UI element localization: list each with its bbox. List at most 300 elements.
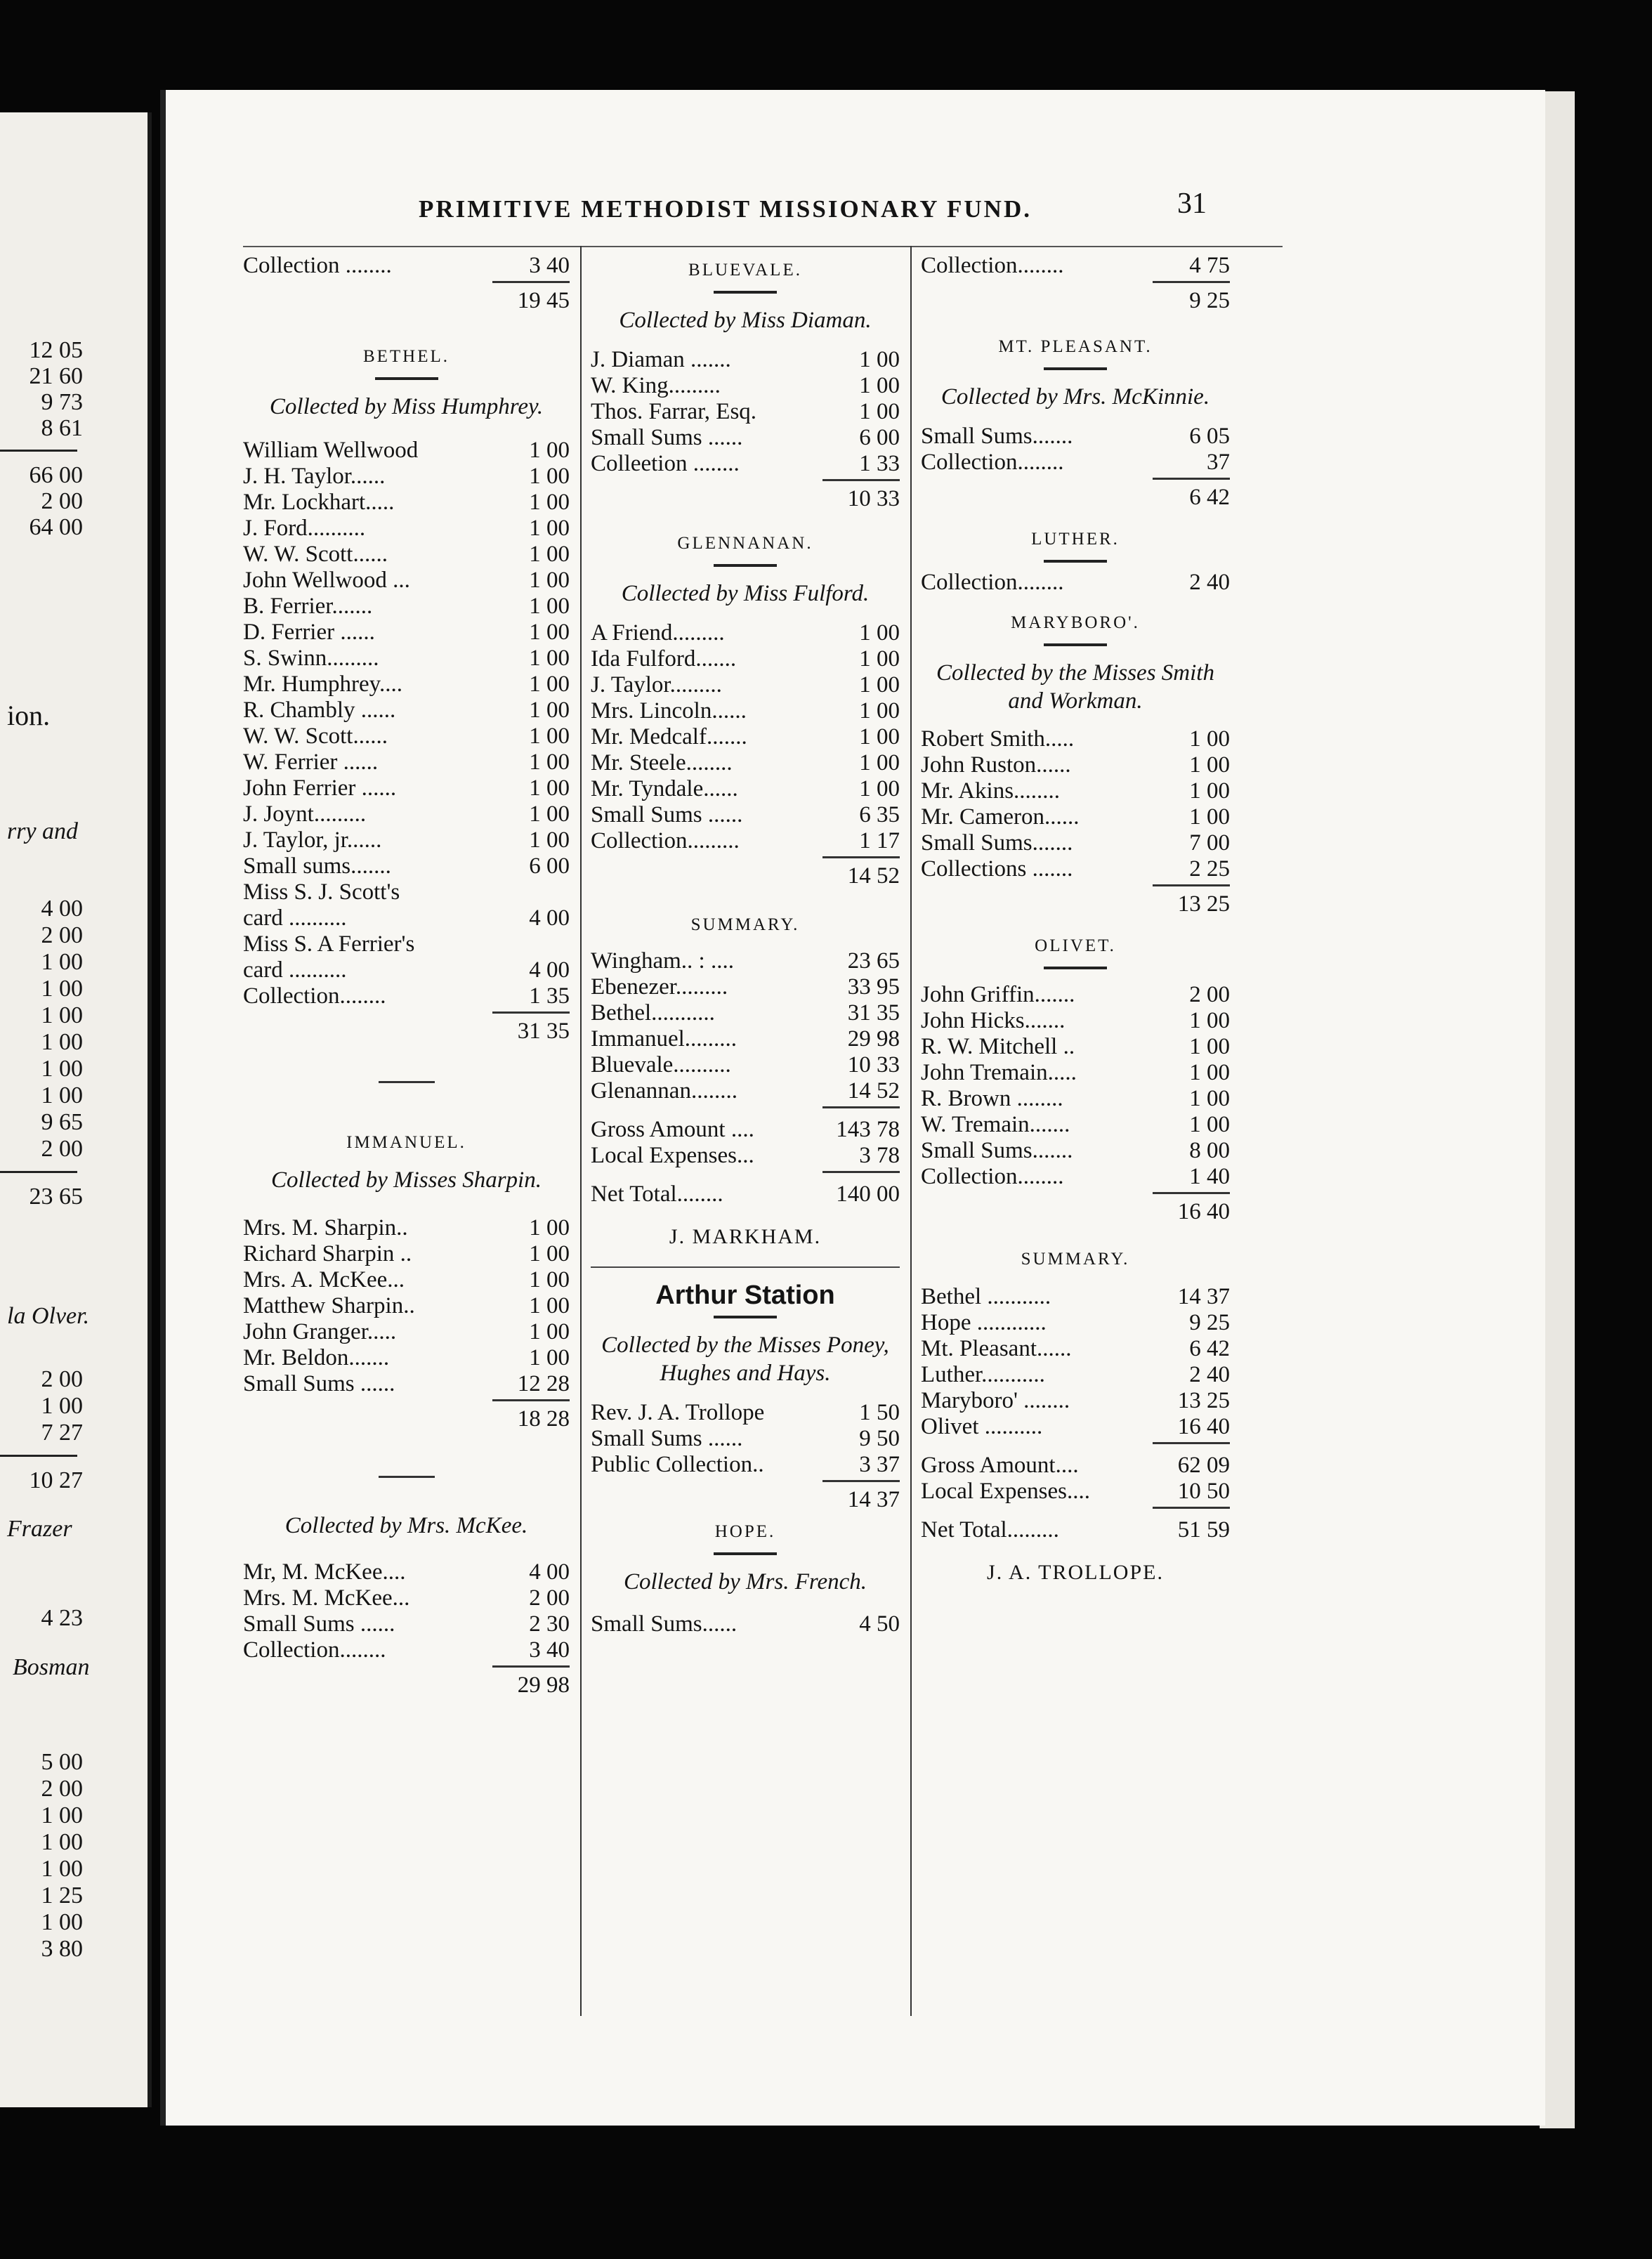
maryboro-list (921, 726, 1230, 882)
immanuel-list (243, 1215, 570, 1397)
arthur-station-heading: Arthur Station (655, 1281, 835, 1310)
ledger-entry (243, 620, 570, 646)
entry-name: Mr. Lockhart..... (243, 490, 395, 515)
column-2 (591, 253, 900, 1637)
entry-name: W. Ferrier ...... (243, 749, 379, 775)
ledger-entry (243, 1267, 570, 1293)
entry-name: John Ruston...... (921, 752, 1071, 778)
entry-amount: 1 00 (529, 801, 570, 827)
entry-amount: 1 00 (529, 1319, 570, 1344)
ledger-entry (243, 1611, 570, 1637)
ledger-entry (921, 570, 1230, 596)
entry-name: Small Sums....... (921, 1138, 1073, 1163)
entry-amount: 1 00 (529, 594, 570, 619)
entry-name: Mr. Akins........ (921, 778, 1061, 804)
ledger-entry (243, 853, 570, 879)
ledger-entry (921, 856, 1230, 882)
signature-markham: J. MARKHAM. (669, 1225, 822, 1248)
entry-amount: 2 00 (1189, 982, 1230, 1007)
page (160, 90, 1545, 2126)
summary-list-1 (591, 948, 900, 1104)
summary-net-2: Net Total......... 51 59 (921, 1517, 1230, 1543)
left-fragment-rry: rry and (7, 818, 79, 844)
ledger-entry (921, 1060, 1230, 1086)
entry-name: John Granger..... (243, 1319, 397, 1344)
left-sum-rule (0, 1171, 77, 1173)
entry-name: card .......... (243, 957, 347, 983)
entry-amount: 4 75 (1189, 253, 1230, 278)
summary-local-1: Local Expenses... 3 78 (591, 1143, 900, 1168)
entry-name: Rev. J. A. Trollope (591, 1400, 765, 1425)
entry-amount: 4 00 (529, 1559, 570, 1585)
entry-amount: 1 00 (859, 620, 900, 646)
entry-amount: 1 00 (1189, 1008, 1230, 1033)
entry-amount: 1 00 (859, 373, 900, 398)
entry-amount: 6 00 (859, 425, 900, 450)
ledger-entry (243, 983, 570, 1009)
ledger-entry (591, 1452, 900, 1478)
entry-name: Hope ............ (921, 1310, 1047, 1335)
entry-amount: 1 00 (529, 775, 570, 801)
entry-amount: 1 00 (529, 1293, 570, 1318)
ledger-entry (243, 723, 570, 749)
left-fragment-olver: la Olver. (7, 1303, 90, 1329)
entry-amount: 4 00 (529, 905, 570, 931)
entry-name: Collections ....... (921, 856, 1073, 882)
immanuel-heading: IMMANUEL. (346, 1133, 466, 1152)
entry-name: Public Collection.. (591, 1452, 764, 1477)
bluevale-heading: BLUEVALE. (688, 261, 802, 280)
entry-name: Bluevale.......... (591, 1052, 731, 1078)
ledger-entry (921, 1086, 1230, 1112)
ledger-entry (243, 775, 570, 801)
ledger-entry (243, 879, 570, 905)
signature-trollope: J. A. TROLLOPE. (987, 1561, 1164, 1584)
left-amount: 9 73 (41, 389, 83, 415)
mckee-collector: Collected by Mrs. McKee. (284, 1513, 528, 1538)
left-amount: 1 00 (41, 1002, 83, 1028)
page-number: 31 (1177, 188, 1207, 220)
left-amount: 1 00 (41, 1029, 83, 1055)
entry-name: J. Taylor......... (591, 672, 722, 698)
ledger-entry (921, 1008, 1230, 1034)
ledger-entry (243, 672, 570, 698)
entry-amount: 1 00 (529, 464, 570, 489)
entry-amount: 1 50 (859, 1400, 900, 1425)
entry-amount: 1 00 (529, 568, 570, 593)
ledger-entry (921, 1112, 1230, 1138)
ledger-entry (243, 905, 570, 931)
entry-name: Mrs. Lincoln...... (591, 698, 747, 723)
entry-amount: 16 40 (1177, 1414, 1230, 1439)
entry-name: Wingham.. : .... (591, 948, 734, 974)
ledger-entry (591, 802, 900, 828)
mckee-total: 29 98 (517, 1672, 570, 1698)
entry-amount: 14 37 (1177, 1284, 1230, 1309)
left-amount: 1 00 (41, 1082, 83, 1108)
ledger-entry (243, 1585, 570, 1611)
entry-name: Collection......... (591, 828, 740, 853)
left-amount: 66 00 (29, 462, 83, 488)
ledger-entry (591, 451, 900, 477)
left-amount: 23 65 (29, 1184, 83, 1210)
ledger-entry (591, 1611, 900, 1637)
entry-amount: 1 00 (529, 749, 570, 775)
left-amount: 7 27 (41, 1420, 83, 1446)
entry-name: Small Sums...... (591, 1611, 738, 1637)
ledger-entry (921, 778, 1230, 804)
previous-page-fragment (0, 112, 152, 2107)
entry-amount: 1 00 (859, 724, 900, 749)
entry-amount: 1 40 (1189, 1164, 1230, 1189)
ledger-entry (921, 1284, 1230, 1310)
entry-name: J. Joynt......... (243, 801, 367, 827)
entry-amount: 37 (1207, 450, 1230, 475)
column-1 (243, 253, 570, 1700)
running-title: PRIMITIVE METHODIST MISSIONARY FUND. (419, 195, 1032, 223)
entry-amount: 1 00 (1189, 1034, 1230, 1059)
entry-name: W. W. Scott...... (243, 542, 388, 567)
left-amount: 4 00 (41, 896, 83, 922)
left-amount: 2 00 (41, 922, 83, 948)
ledger-entry (591, 1426, 900, 1452)
ledger-entry (921, 1138, 1230, 1164)
entry-amount: 1 00 (1189, 804, 1230, 830)
entry-amount: 1 00 (529, 723, 570, 749)
ledger-entry (921, 1310, 1230, 1336)
entry-amount: 1 00 (529, 827, 570, 853)
entry-name: Robert Smith..... (921, 726, 1075, 752)
left-sum-rule (0, 450, 77, 452)
entry-name: W. King......... (591, 373, 721, 398)
entry-name: Mr. Humphrey.... (243, 672, 403, 697)
header-rule (243, 246, 1283, 247)
ledger-entry (243, 1559, 570, 1585)
entry-name: Thos. Farrar, Esq. (591, 399, 757, 424)
summary-heading-1: SUMMARY. (690, 915, 800, 934)
bethel-collector: Collected by Miss Humphrey. (269, 394, 544, 419)
entry-amount: 2 30 (529, 1611, 570, 1637)
maryboro-heading: MARYBORO'. (1011, 613, 1140, 632)
entry-name: R. W. Mitchell .. (921, 1034, 1075, 1059)
mt-pleasant-collector: Collected by Mrs. McKinnie. (940, 384, 1210, 410)
entry-name: card .......... (243, 905, 347, 931)
ledger-entry (591, 1078, 900, 1104)
ledger-entry (591, 1400, 900, 1426)
left-amount: 1 00 (41, 1056, 83, 1082)
entry-amount: 1 00 (1189, 778, 1230, 804)
left-amount: 2 00 (41, 1776, 83, 1802)
entry-amount: 8 00 (1189, 1138, 1230, 1163)
col3-top-total: 9 25 (1189, 288, 1230, 313)
entry-amount: 3 37 (859, 1452, 900, 1477)
entry-name: Small Sums ...... (243, 1371, 395, 1396)
entry-amount: 1 00 (529, 516, 570, 541)
entry-amount: 1 00 (1189, 1086, 1230, 1111)
bluevale-collector: Collected by Miss Diaman. (619, 308, 872, 333)
left-amount: 1 00 (41, 1909, 83, 1935)
left-amount: 2 00 (41, 488, 83, 514)
entry-amount: 33 95 (847, 974, 900, 1000)
left-amount: 5 00 (41, 1749, 83, 1775)
glennanan-list (591, 620, 900, 854)
entry-amount: 12 28 (517, 1371, 570, 1396)
entry-name: R. Chambly ...... (243, 698, 396, 723)
entry-amount: 1 00 (1189, 1112, 1230, 1137)
entry-amount: 1 00 (529, 1215, 570, 1240)
ledger-entry (243, 1319, 570, 1345)
mt-pleasant-list (921, 424, 1230, 476)
entry-name: Collection........ (921, 450, 1064, 475)
entry-amount: 4 50 (859, 1611, 900, 1637)
entry-name: John Wellwood ... (243, 568, 410, 593)
entry-name: Maryboro' ........ (921, 1388, 1070, 1413)
ledger-entry (921, 804, 1230, 830)
entry-name: Mrs. M. Sharpin.. (243, 1215, 408, 1240)
ledger-entry (921, 752, 1230, 778)
entry-name: Small Sums ...... (591, 1426, 743, 1451)
ledger-entry (591, 828, 900, 854)
entry-amount: 6 00 (529, 853, 570, 879)
entry-name: Collection........ (921, 570, 1064, 595)
ledger-entry (243, 827, 570, 853)
entry-name: Richard Sharpin .. (243, 1241, 412, 1266)
entry-name: Collection........ (921, 253, 1064, 278)
ledger-entry (243, 490, 570, 516)
entry-name: B. Ferrier....... (243, 594, 373, 619)
left-amount: 1 00 (41, 1829, 83, 1855)
entry-amount: 6 05 (1189, 424, 1230, 449)
entry-name: J. Taylor, jr...... (243, 827, 382, 853)
ledger-entry (243, 464, 570, 490)
entry-name: Mr. Tyndale...... (591, 776, 738, 801)
ledger-entry (591, 750, 900, 776)
entry-name: Colleetion ........ (591, 451, 740, 476)
ledger-entry (243, 1345, 570, 1371)
ledger-entry (591, 776, 900, 802)
ledger-entry (243, 1371, 570, 1397)
entry-amount: 1 00 (859, 698, 900, 723)
ledger-entry (591, 672, 900, 698)
olivet-heading: OLIVET. (1035, 936, 1116, 955)
bethel-list (243, 438, 570, 1009)
left-fragment-ion: ion. (7, 700, 51, 731)
entry-amount: 1 00 (529, 698, 570, 723)
entry-amount: 1 00 (529, 1345, 570, 1370)
entry-name: William Wellwood (243, 438, 419, 463)
ledger-entry (921, 253, 1230, 279)
entry-name: Small Sums ...... (591, 802, 743, 827)
luther-heading: LUTHER. (1031, 530, 1120, 549)
summary-gross-1: Gross Amount .... 143 78 (591, 1117, 900, 1142)
entry-amount: 1 00 (529, 646, 570, 671)
summary-gross-2: Gross Amount.... 62 09 (921, 1453, 1230, 1478)
entry-name: Mrs. A. McKee... (243, 1267, 405, 1292)
olivet-total: 16 40 (1177, 1199, 1230, 1224)
entry-amount: 1 00 (859, 750, 900, 775)
entry-name: Mr. Cameron...... (921, 804, 1080, 830)
summary-list-2 (921, 1284, 1230, 1440)
entry-name: John Tremain..... (921, 1060, 1077, 1085)
ledger-entry (243, 698, 570, 723)
ledger-entry (921, 450, 1230, 476)
entry-amount: 2 40 (1189, 570, 1230, 595)
ledger-entry (591, 698, 900, 724)
entry-amount: 1 00 (859, 776, 900, 801)
left-amount: 8 61 (41, 415, 83, 441)
left-amount: 1 00 (41, 949, 83, 975)
ledger-entry (921, 830, 1230, 856)
entry-amount: 1 00 (529, 620, 570, 645)
bethel-total: 31 35 (517, 1019, 570, 1044)
ledger-entry (243, 542, 570, 568)
entry-amount: 6 35 (859, 802, 900, 827)
left-amount: 1 00 (41, 976, 83, 1002)
ledger-entry (243, 931, 570, 957)
column-3 (921, 253, 1230, 1592)
entry-name: Mr. Beldon....... (243, 1345, 390, 1370)
luther-list (921, 570, 1230, 596)
entry-amount: 13 25 (1177, 1388, 1230, 1413)
entry-name: Mt. Pleasant...... (921, 1336, 1072, 1361)
entry-name: Mr. Medcalf....... (591, 724, 747, 749)
ledger-entry (591, 1000, 900, 1026)
summary-heading-2: SUMMARY. (1021, 1250, 1130, 1269)
mt-pleasant-heading: MT. PLEASANT. (998, 337, 1153, 356)
hope-list (591, 1611, 900, 1637)
entry-name: Glenannan........ (591, 1078, 738, 1104)
entry-amount: 31 35 (847, 1000, 900, 1026)
hope-heading: HOPE. (714, 1522, 776, 1541)
entry-name: Matthew Sharpin.. (243, 1293, 415, 1318)
entry-name: J. Ford.......... (243, 516, 366, 541)
bluevale-total: 10 33 (847, 486, 900, 511)
col3-top-list (921, 253, 1230, 279)
entry-amount: 1 00 (859, 399, 900, 424)
maryboro-total: 13 25 (1177, 891, 1230, 917)
entry-amount: 1 35 (529, 983, 570, 1009)
entry-name: S. Swinn......... (243, 646, 379, 671)
left-fragment-frazer: Frazer (7, 1516, 72, 1542)
ledger-entry (591, 373, 900, 399)
entry-amount: 7 00 (1189, 830, 1230, 856)
entry-name: John Ferrier ...... (243, 775, 397, 801)
entry-amount: 1 00 (529, 438, 570, 463)
entry-amount: 23 65 (847, 948, 900, 974)
ledger-entry (243, 594, 570, 620)
ledger-entry (591, 347, 900, 373)
entry-amount: 14 52 (847, 1078, 900, 1104)
entry-name: Miss S. A Ferrier's (243, 931, 415, 957)
left-amount: 10 27 (29, 1467, 83, 1493)
ledger-entry (921, 1034, 1230, 1060)
left-amount: 2 00 (41, 1366, 83, 1392)
left-amount: 3 80 (41, 1936, 83, 1962)
ledger-entry (243, 1241, 570, 1267)
ledger-entry (243, 516, 570, 542)
entry-name: Bethel ........... (921, 1284, 1051, 1309)
ledger-entry (591, 1052, 900, 1078)
entry-name: J. Diaman ....... (591, 347, 731, 372)
entry-amount: 1 00 (529, 672, 570, 697)
left-amount: 9 65 (41, 1109, 83, 1135)
ledger-entry (921, 1362, 1230, 1388)
entry-name: Small sums....... (243, 853, 391, 879)
entry-name: Small Sums....... (921, 830, 1073, 856)
mckee-list (243, 1559, 570, 1663)
ledger-entry (243, 568, 570, 594)
entry-amount: 1 00 (859, 672, 900, 698)
left-amount: 2 00 (41, 1136, 83, 1162)
entry-name: Ebenezer......... (591, 974, 728, 1000)
ledger-entry (243, 253, 570, 279)
col1-top-list (243, 253, 570, 279)
ledger-entry (591, 620, 900, 646)
entry-name: Collection ........ (243, 253, 392, 278)
entry-amount: 3 40 (529, 253, 570, 278)
entry-name: Mr, M. McKee.... (243, 1559, 406, 1585)
ledger-entry (921, 424, 1230, 450)
entry-name: Small Sums ...... (591, 425, 743, 450)
entry-amount: 1 00 (529, 490, 570, 515)
entry-amount: 10 33 (847, 1052, 900, 1078)
entry-name: Collection........ (243, 1637, 386, 1663)
glennanan-collector: Collected by Miss Fulford. (621, 581, 870, 606)
left-amount: 21 60 (29, 363, 83, 389)
ledger-entry (591, 425, 900, 451)
entry-name: John Hicks....... (921, 1008, 1066, 1033)
ledger-entry (243, 438, 570, 464)
arthur-total: 14 37 (847, 1487, 900, 1512)
entry-amount: 9 25 (1189, 1310, 1230, 1335)
olivet-list (921, 982, 1230, 1190)
arthur-list (591, 1400, 900, 1478)
entry-name: Olivet .......... (921, 1414, 1043, 1439)
bluevale-list (591, 347, 900, 477)
ledger-entry (591, 399, 900, 425)
entry-amount: 1 00 (529, 1241, 570, 1266)
ledger-entry (591, 724, 900, 750)
entry-amount: 3 40 (529, 1637, 570, 1663)
entry-amount: 29 98 (847, 1026, 900, 1052)
ledger-entry (921, 726, 1230, 752)
entry-amount: 1 00 (529, 1267, 570, 1292)
entry-amount: 2 25 (1189, 856, 1230, 882)
ledger-entry (243, 1637, 570, 1663)
entry-name: A Friend......... (591, 620, 725, 646)
entry-name: Collection........ (243, 983, 386, 1009)
left-amount: 64 00 (29, 514, 83, 540)
entry-name: R. Brown ........ (921, 1086, 1063, 1111)
left-sum-rule (0, 1455, 77, 1457)
column-separator-2 (910, 246, 912, 2016)
ledger-entry (921, 1388, 1230, 1414)
ledger-entry (921, 1164, 1230, 1190)
col1-top-total: 19 45 (517, 288, 570, 313)
entry-name: W. W. Scott...... (243, 723, 388, 749)
ledger-entry (243, 1293, 570, 1319)
ledger-entry (243, 646, 570, 672)
hope-collector: Collected by Mrs. French. (623, 1569, 867, 1595)
arthur-collector: Collected by the Misses Poney, Hughes and Hays. (601, 1333, 889, 1386)
entry-amount: 9 50 (859, 1426, 900, 1451)
mt-pleasant-total: 6 42 (1189, 485, 1230, 510)
left-amount: 1 00 (41, 1856, 83, 1882)
ledger-entry (591, 948, 900, 974)
entry-amount: 2 00 (529, 1585, 570, 1611)
left-amount-frazer: 4 23 (41, 1605, 83, 1631)
entry-name: Ida Fulford....... (591, 646, 737, 672)
